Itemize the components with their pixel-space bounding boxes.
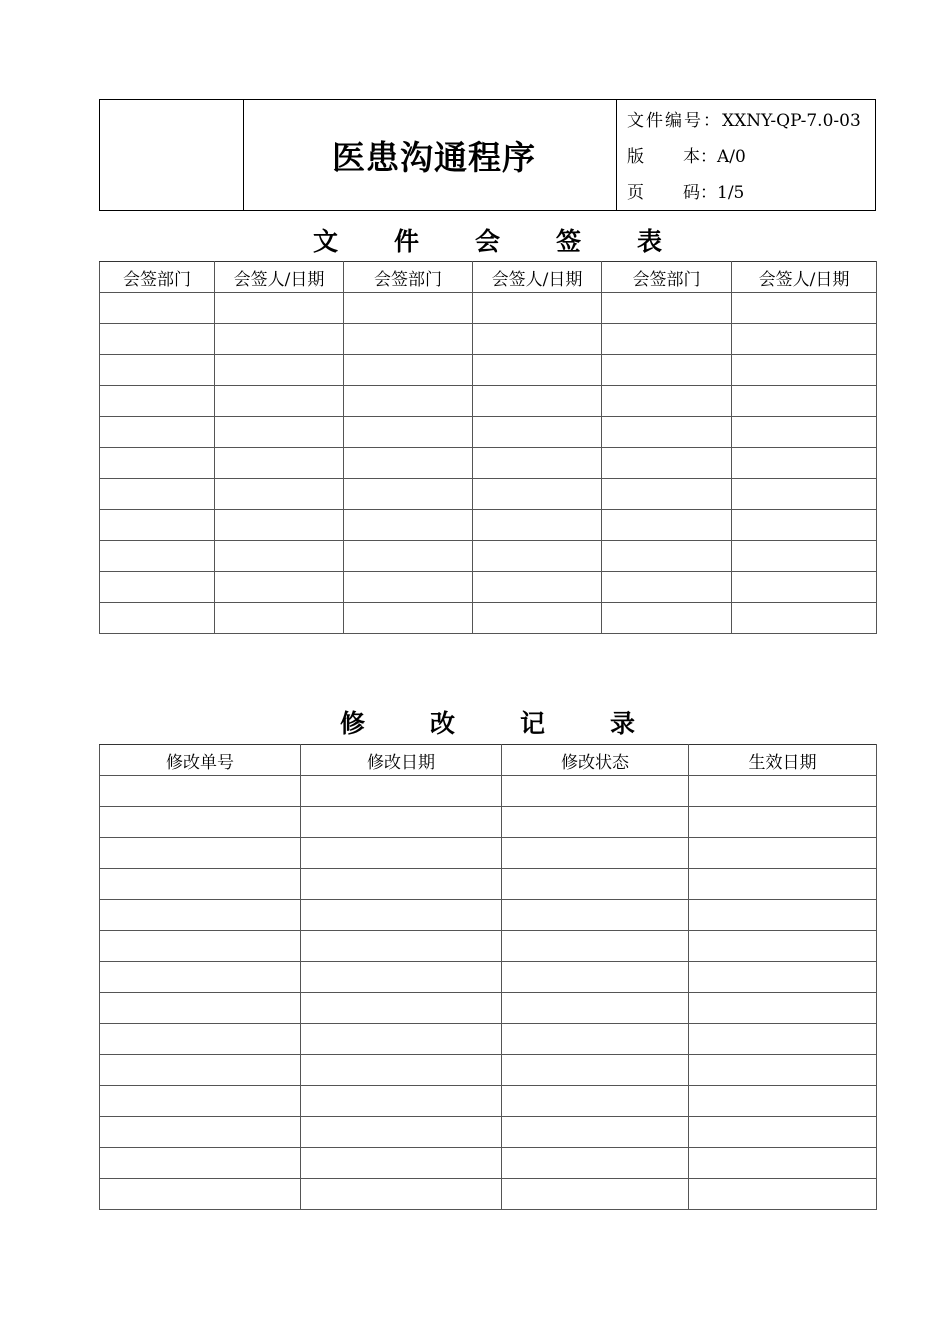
table-cell[interactable] <box>215 293 344 324</box>
table-row <box>100 293 877 324</box>
table-cell[interactable] <box>100 993 301 1024</box>
title-cell <box>244 100 617 210</box>
table-row <box>100 541 877 572</box>
section-title-char: 改 <box>429 709 455 738</box>
table-cell[interactable] <box>301 1055 502 1086</box>
table-cell[interactable] <box>301 900 502 931</box>
table-cell[interactable] <box>100 900 301 931</box>
table-cell[interactable] <box>732 479 877 510</box>
page-row <box>627 178 744 203</box>
section-title-char: 修 <box>339 709 365 738</box>
column-header: 修改状态 <box>502 745 689 776</box>
logo-cell <box>100 100 244 210</box>
table-cell[interactable] <box>502 807 689 838</box>
table-row <box>100 479 877 510</box>
table-cell[interactable] <box>473 603 602 634</box>
table-cell[interactable] <box>602 603 732 634</box>
section-title-char: 表 <box>637 227 663 256</box>
table-cell[interactable] <box>689 1024 877 1055</box>
revision-header-row <box>100 745 877 776</box>
column-header: 会签部门 <box>344 262 473 293</box>
version-value: A/0 <box>717 147 746 167</box>
table-cell[interactable] <box>100 776 301 807</box>
table-cell[interactable] <box>215 324 344 355</box>
table-cell[interactable] <box>100 1179 301 1210</box>
table-cell[interactable] <box>100 1086 301 1117</box>
table-cell[interactable] <box>215 541 344 572</box>
table-row <box>100 1086 877 1117</box>
table-cell[interactable] <box>502 838 689 869</box>
table-cell[interactable] <box>502 900 689 931</box>
table-row <box>100 993 877 1024</box>
table-cell[interactable] <box>215 355 344 386</box>
table-cell[interactable] <box>344 417 473 448</box>
table-cell[interactable] <box>100 541 215 572</box>
table-row <box>100 776 877 807</box>
table-cell[interactable] <box>732 386 877 417</box>
table-cell[interactable] <box>473 541 602 572</box>
signoff-table-title <box>99 222 876 258</box>
table-cell[interactable] <box>473 386 602 417</box>
table-cell[interactable] <box>502 993 689 1024</box>
table-cell[interactable] <box>215 386 344 417</box>
table-row <box>100 386 877 417</box>
table-cell[interactable] <box>689 993 877 1024</box>
version-row <box>627 142 746 167</box>
table-cell[interactable] <box>301 807 502 838</box>
table-cell[interactable] <box>602 448 732 479</box>
table-cell[interactable] <box>502 776 689 807</box>
table-cell[interactable] <box>344 479 473 510</box>
table-cell[interactable] <box>344 510 473 541</box>
table-cell[interactable] <box>602 479 732 510</box>
table-cell[interactable] <box>689 1179 877 1210</box>
doc-number-value: XXNY-QP-7.0-03 <box>722 111 861 131</box>
table-cell[interactable] <box>689 807 877 838</box>
table-cell[interactable] <box>100 1024 301 1055</box>
section-title-char: 签 <box>556 227 582 256</box>
table-cell[interactable] <box>215 572 344 603</box>
table-cell[interactable] <box>689 1117 877 1148</box>
table-row <box>100 1055 877 1086</box>
table-cell[interactable] <box>100 807 301 838</box>
table-cell[interactable] <box>100 324 215 355</box>
table-cell[interactable] <box>689 900 877 931</box>
table-cell[interactable] <box>215 479 344 510</box>
table-row <box>100 1024 877 1055</box>
table-cell[interactable] <box>602 510 732 541</box>
table-cell[interactable] <box>301 1148 502 1179</box>
table-cell[interactable] <box>473 324 602 355</box>
table-cell[interactable] <box>473 293 602 324</box>
table-cell[interactable] <box>732 572 877 603</box>
table-cell[interactable] <box>602 386 732 417</box>
table-row <box>100 448 877 479</box>
table-cell[interactable] <box>689 869 877 900</box>
table-cell[interactable] <box>473 448 602 479</box>
table-cell[interactable] <box>215 603 344 634</box>
table-cell[interactable] <box>602 572 732 603</box>
column-header: 会签部门 <box>602 262 732 293</box>
table-cell[interactable] <box>100 293 215 324</box>
document-title: 医患沟通程序 <box>332 137 536 177</box>
table-cell[interactable] <box>100 479 215 510</box>
table-cell[interactable] <box>100 510 215 541</box>
section-title-char: 文 <box>312 227 338 256</box>
table-cell[interactable] <box>689 931 877 962</box>
table-row <box>100 807 877 838</box>
table-cell[interactable] <box>301 869 502 900</box>
table-cell[interactable] <box>502 1117 689 1148</box>
table-row <box>100 962 877 993</box>
table-cell[interactable] <box>732 510 877 541</box>
table-cell[interactable] <box>732 417 877 448</box>
table-cell[interactable] <box>100 603 215 634</box>
column-header: 生效日期 <box>689 745 877 776</box>
revision-table-title <box>99 704 876 740</box>
table-cell[interactable] <box>473 510 602 541</box>
document-meta <box>617 100 875 210</box>
table-row <box>100 355 877 386</box>
table-row <box>100 1117 877 1148</box>
table-cell[interactable] <box>602 293 732 324</box>
signoff-header-row <box>100 262 877 293</box>
column-header: 会签人/日期 <box>732 262 877 293</box>
table-cell[interactable] <box>344 603 473 634</box>
table-cell[interactable] <box>301 962 502 993</box>
table-cell[interactable] <box>344 448 473 479</box>
page-value: 1/5 <box>717 183 745 203</box>
table-cell[interactable] <box>502 931 689 962</box>
table-cell[interactable] <box>502 1179 689 1210</box>
table-cell[interactable] <box>301 931 502 962</box>
table-row <box>100 603 877 634</box>
table-cell[interactable] <box>473 417 602 448</box>
table-cell[interactable] <box>732 541 877 572</box>
column-header: 修改日期 <box>301 745 502 776</box>
section-title-char: 会 <box>474 227 500 256</box>
table-cell[interactable] <box>732 293 877 324</box>
table-cell[interactable] <box>301 838 502 869</box>
table-cell[interactable] <box>100 962 301 993</box>
table-cell[interactable] <box>100 838 301 869</box>
table-row <box>100 510 877 541</box>
table-cell[interactable] <box>344 386 473 417</box>
table-cell[interactable] <box>689 962 877 993</box>
table-row <box>100 1179 877 1210</box>
table-cell[interactable] <box>100 448 215 479</box>
table-cell[interactable] <box>473 479 602 510</box>
table-cell[interactable] <box>215 448 344 479</box>
table-cell[interactable] <box>732 448 877 479</box>
table-cell[interactable] <box>100 386 215 417</box>
document-header <box>99 99 876 211</box>
table-cell[interactable] <box>502 1055 689 1086</box>
table-cell[interactable] <box>100 417 215 448</box>
page-label-end: 码： <box>683 183 717 203</box>
table-cell[interactable] <box>301 1086 502 1117</box>
version-label-start: 版 <box>627 147 644 167</box>
table-cell[interactable] <box>502 869 689 900</box>
table-cell[interactable] <box>100 355 215 386</box>
doc-number-row <box>627 106 861 131</box>
table-cell[interactable] <box>502 1086 689 1117</box>
page-label-start: 页 <box>627 183 644 203</box>
signoff-table <box>99 261 877 634</box>
table-cell[interactable] <box>301 1117 502 1148</box>
table-cell[interactable] <box>100 1148 301 1179</box>
doc-number-label: 文件编号： <box>627 111 722 131</box>
section-title-char: 记 <box>520 709 546 738</box>
table-row <box>100 869 877 900</box>
table-cell[interactable] <box>344 324 473 355</box>
table-cell[interactable] <box>301 1179 502 1210</box>
table-cell[interactable] <box>100 572 215 603</box>
table-cell[interactable] <box>689 1148 877 1179</box>
column-header: 修改单号 <box>100 745 301 776</box>
table-cell[interactable] <box>602 417 732 448</box>
table-cell[interactable] <box>689 1086 877 1117</box>
table-row <box>100 572 877 603</box>
column-header: 会签人/日期 <box>215 262 344 293</box>
table-cell[interactable] <box>689 1055 877 1086</box>
table-cell[interactable] <box>502 962 689 993</box>
table-cell[interactable] <box>502 1024 689 1055</box>
section-title-char: 录 <box>610 709 636 738</box>
table-cell[interactable] <box>301 993 502 1024</box>
table-cell[interactable] <box>602 355 732 386</box>
table-cell[interactable] <box>100 1055 301 1086</box>
table-cell[interactable] <box>689 838 877 869</box>
table-cell[interactable] <box>344 541 473 572</box>
table-cell[interactable] <box>100 869 301 900</box>
column-header: 会签部门 <box>100 262 215 293</box>
table-row <box>100 838 877 869</box>
table-cell[interactable] <box>344 355 473 386</box>
version-label-end: 本： <box>683 147 717 167</box>
revision-table <box>99 744 877 1210</box>
table-cell[interactable] <box>732 355 877 386</box>
table-cell[interactable] <box>344 572 473 603</box>
table-cell[interactable] <box>301 1024 502 1055</box>
table-cell[interactable] <box>732 603 877 634</box>
column-header: 会签人/日期 <box>473 262 602 293</box>
table-row <box>100 417 877 448</box>
table-cell[interactable] <box>473 355 602 386</box>
table-row <box>100 1148 877 1179</box>
table-row <box>100 324 877 355</box>
table-cell[interactable] <box>689 776 877 807</box>
table-cell[interactable] <box>602 541 732 572</box>
table-cell[interactable] <box>344 293 473 324</box>
table-cell[interactable] <box>502 1148 689 1179</box>
table-cell[interactable] <box>602 324 732 355</box>
section-title-char: 件 <box>393 227 419 256</box>
table-cell[interactable] <box>215 510 344 541</box>
table-cell[interactable] <box>100 1117 301 1148</box>
table-row <box>100 931 877 962</box>
table-cell[interactable] <box>473 572 602 603</box>
table-cell[interactable] <box>732 324 877 355</box>
table-cell[interactable] <box>215 417 344 448</box>
table-cell[interactable] <box>301 776 502 807</box>
table-row <box>100 900 877 931</box>
table-cell[interactable] <box>100 931 301 962</box>
